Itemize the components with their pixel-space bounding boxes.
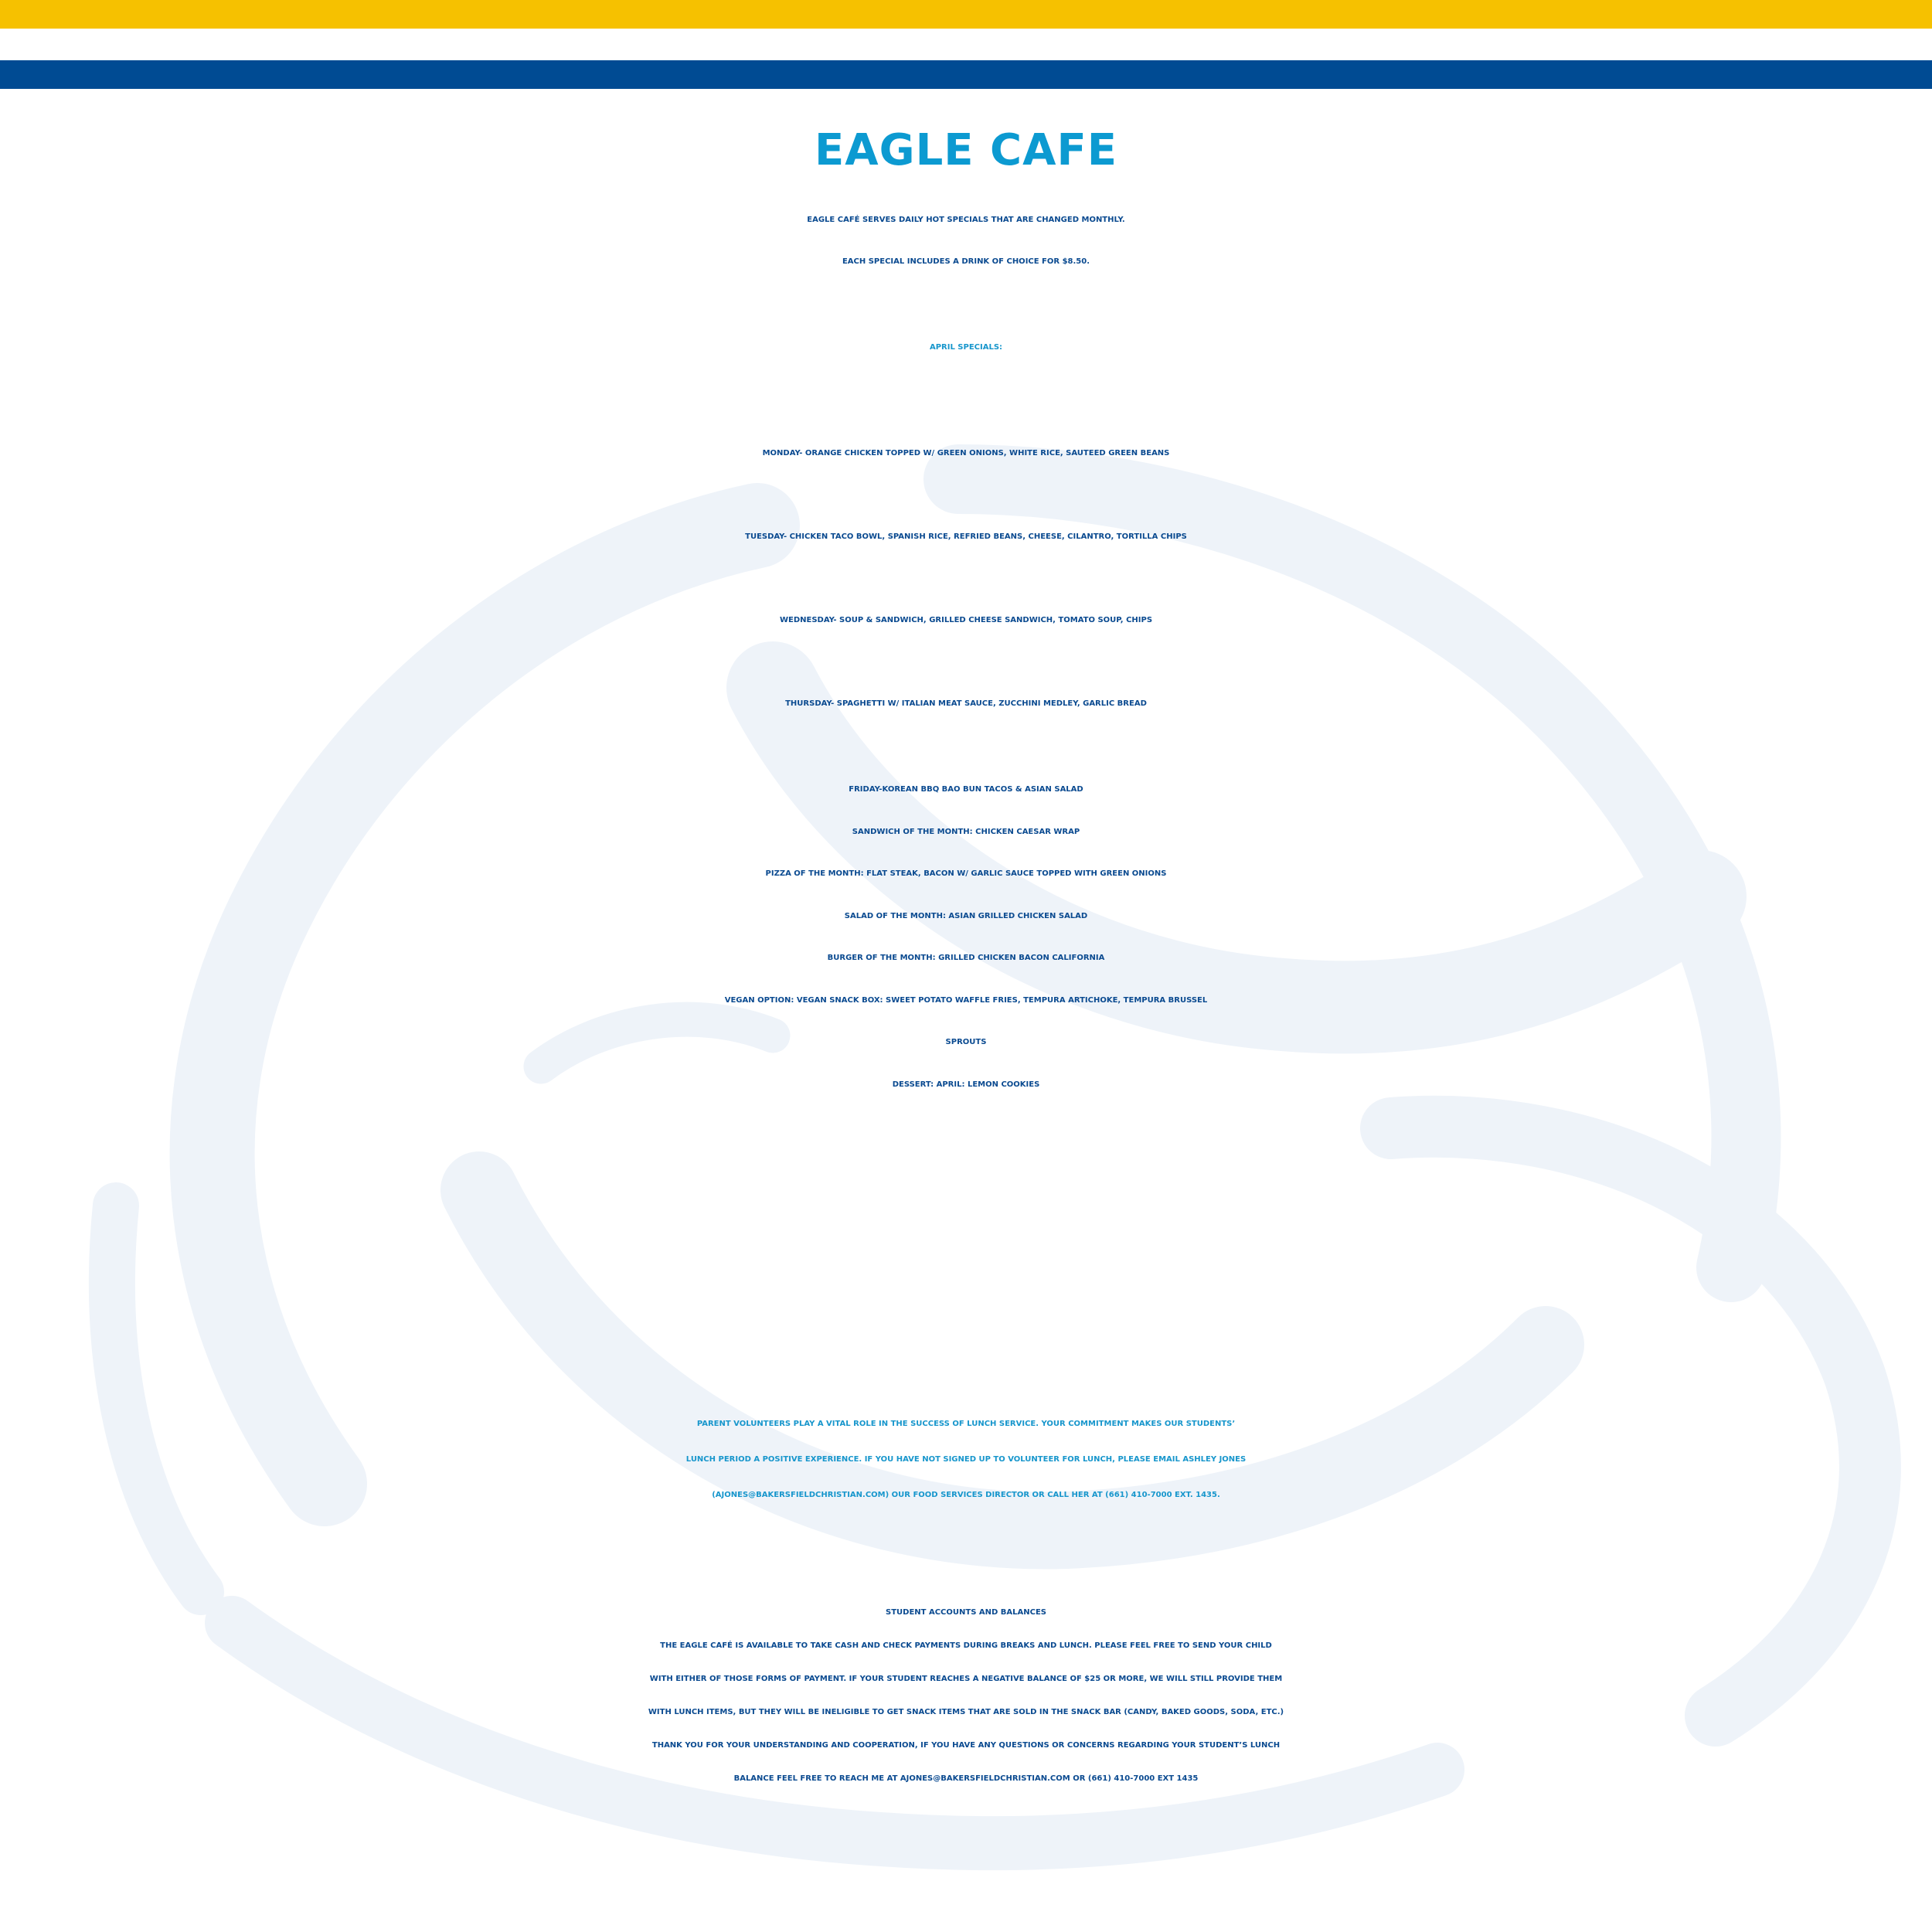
special-thursday-text: THURSDAY- SPAGHETTI W/ ITALIAN MEAT SAUCE, ZUCCHINI MEDLEY, GARLIC BREAD bbox=[785, 699, 1147, 708]
volunteer-line-3: (AJONES@BAKERSFIELDCHRISTIAN.COM) OUR FOOD SERVICES DIRECTOR OR CALL HER AT (661) 410-7000 EXT. 1435. bbox=[712, 1491, 1220, 1499]
intro-line-1 bbox=[0, 205, 1932, 236]
intro-text-2: EACH SPECIAL INCLUDES A DRINK OF CHOICE FOR $8.50. bbox=[842, 257, 1090, 266]
title-text: EAGLE CAFE bbox=[815, 125, 1117, 175]
accounts-line-2: WITH EITHER OF THOSE FORMS OF PAYMENT. IF YOUR STUDENT REACHES A NEGATIVE BALANCE OF $25 OR MORE, WE WILL STILL PROVIDE THEM bbox=[649, 1675, 1283, 1683]
special-tuesday-text: TUESDAY- CHICKEN TACO BOWL, SPANISH RICE, REFRIED BEANS, CHEESE, CILANTRO, TORTILLA CHIPS bbox=[745, 532, 1187, 541]
burger-of-the-month: BURGER OF THE MONTH: GRILLED CHICKEN BACON CALIFORNIA bbox=[827, 954, 1105, 962]
sandwich-of-the-month: SANDWICH OF THE MONTH: CHICKEN CAESAR WRAP bbox=[852, 827, 1080, 836]
volunteer-line-2: LUNCH PERIOD A POSITIVE EXPERIENCE. IF YOU HAVE NOT SIGNED UP TO VOLUNTEER FOR LUNCH, PLEASE EMAIL ASHLEY JONES bbox=[685, 1455, 1247, 1464]
vegan-option-line-1: VEGAN OPTION: VEGAN SNACK BOX: SWEET POTATO WAFFLE FRIES, TEMPURA ARTICHOKE, TEMPURA BRUSSEL bbox=[724, 995, 1208, 1005]
accounts-line-1: THE EAGLE CAFÉ IS AVAILABLE TO TAKE CASH AND CHECK PAYMENTS DURING BREAKS AND LUNCH. PLEASE FEEL FREE TO SEND YOUR CHILD bbox=[660, 1641, 1272, 1650]
navy-stripe bbox=[0, 60, 1932, 89]
special-thursday bbox=[0, 687, 1932, 721]
volunteer-notice bbox=[0, 1406, 1932, 1513]
special-friday: FRIDAY-KOREAN BBQ BAO BUN TACOS & ASIAN SALAD bbox=[849, 785, 1083, 794]
special-tuesday bbox=[0, 520, 1932, 554]
vegan-option-line-2: SPROUTS bbox=[945, 1038, 987, 1046]
intro-line-2 bbox=[0, 243, 1932, 281]
student-accounts-section bbox=[0, 1596, 1932, 1795]
page-title bbox=[0, 108, 1932, 193]
month-heading bbox=[0, 331, 1932, 365]
accounts-heading: STUDENT ACCOUNTS AND BALANCES bbox=[886, 1608, 1046, 1617]
pizza-of-the-month: PIZZA OF THE MONTH: FLAT STEAK, BACON W/ GARLIC SAUCE TOPPED WITH GREEN ONIONS bbox=[765, 869, 1167, 878]
accounts-line-4: THANK YOU FOR YOUR UNDERSTANDING AND COOPERATION, IF YOU HAVE ANY QUESTIONS OR CONCERNS REGARDING YOUR STUDENT’S LUNCH bbox=[651, 1741, 1281, 1750]
salad-of-the-month: SALAD OF THE MONTH: ASIAN GRILLED CHICKEN SALAD bbox=[844, 911, 1088, 920]
special-monday-text: MONDAY- ORANGE CHICKEN TOPPED W/ GREEN ONIONS, WHITE RICE, SAUTEED GREEN BEANS bbox=[762, 449, 1170, 457]
special-wednesday-text: WEDNESDAY- SOUP & SANDWICH, GRILLED CHEESE SANDWICH, TOMATO SOUP, CHIPS bbox=[779, 616, 1153, 624]
intro-text-1: EAGLE CAFÉ SERVES DAILY HOT SPECIALS THAT ARE CHANGED MONTHLY. bbox=[807, 216, 1125, 224]
dessert-of-the-month: DESSERT: APRIL: LEMON COOKIES bbox=[892, 1080, 1040, 1089]
monthly-specials bbox=[0, 769, 1932, 1106]
special-monday bbox=[0, 437, 1932, 471]
volunteer-line-1: PARENT VOLUNTEERS PLAY A VITAL ROLE IN THE SUCCESS OF LUNCH SERVICE. YOUR COMMITMENT MAKES OUR STUDENTS’ bbox=[696, 1420, 1236, 1428]
accounts-line-5: BALANCE FEEL FREE TO REACH ME AT AJONES@BAKERSFIELDCHRISTIAN.COM OR (661) 410-7000 EXT 1435 bbox=[733, 1774, 1199, 1783]
month-heading-text: APRIL SPECIALS: bbox=[929, 343, 1003, 352]
accounts-line-3: WITH LUNCH ITEMS, BUT THEY WILL BE INELIGIBLE TO GET SNACK ITEMS THAT ARE SOLD IN THE SNACK BAR (CANDY, BAKED GOODS, SODA, ETC.) bbox=[648, 1708, 1284, 1716]
gold-stripe bbox=[0, 0, 1932, 29]
special-wednesday bbox=[0, 604, 1932, 638]
